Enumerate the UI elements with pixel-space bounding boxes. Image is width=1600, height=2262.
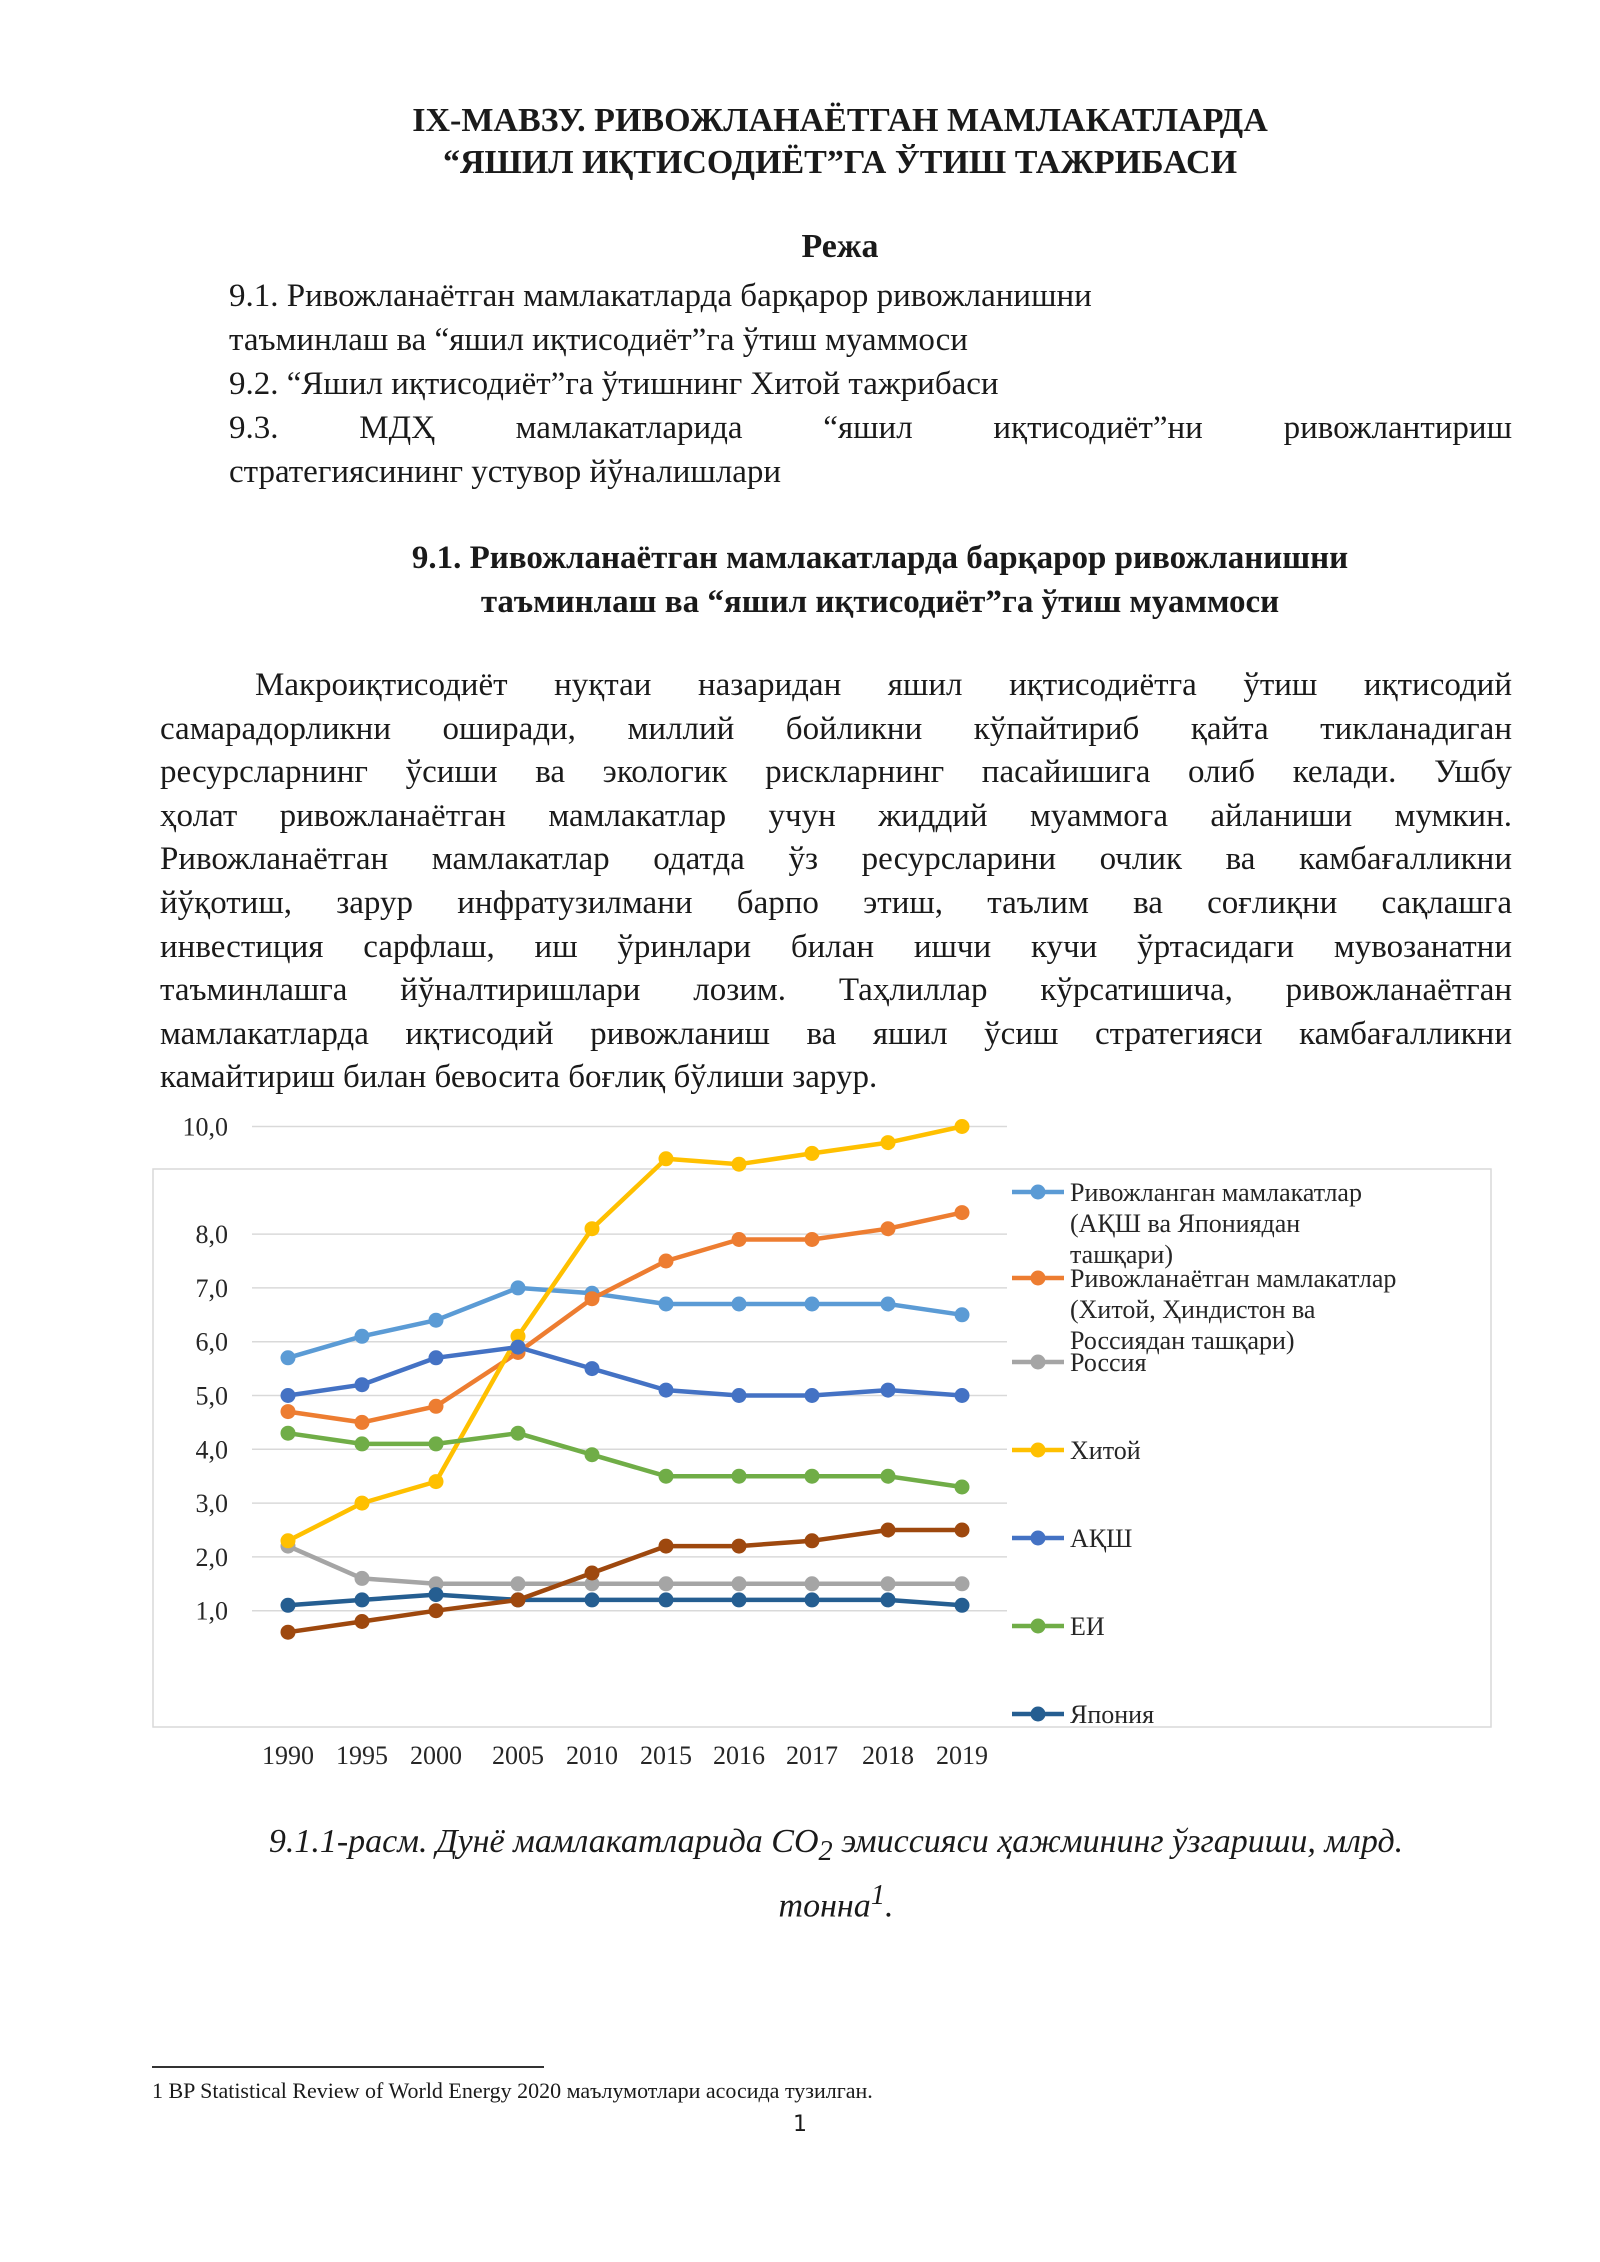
paragraph-line: самарадорликни оширади, миллий бойликни кўпайтириб қайта тикланадиган: [160, 710, 1512, 747]
data-point: [881, 1297, 896, 1312]
caption-text-1: 9.1.1-расм. Дунё мамлакатларида CO: [268, 1823, 819, 1860]
section-heading-line-2: таъминлаш ва “яшил иқтисодиёт”га ўтиш муаммоси: [480, 584, 1280, 620]
paragraph-line: инвестиция сарфлаш, иш ўринлари билан ишчи кучи ўртасидаги мувозанатни: [160, 928, 1512, 965]
data-point: [429, 1350, 444, 1365]
y-tick-label: 2,0: [195, 1542, 228, 1572]
data-point: [881, 1383, 896, 1398]
footnote: 1 BP Statistical Review of World Energy 2020 маълумотлари асосида тузилган.: [152, 2078, 873, 2103]
data-point: [732, 1157, 747, 1172]
data-point: [511, 1576, 526, 1591]
x-tick-label: 2000: [410, 1741, 462, 1770]
data-point: [281, 1350, 296, 1365]
legend-marker: [1031, 1443, 1046, 1458]
data-point: [805, 1232, 820, 1247]
data-point: [805, 1388, 820, 1403]
data-point: [732, 1469, 747, 1484]
data-point: [355, 1571, 370, 1586]
x-tick-label: 1995: [336, 1741, 388, 1770]
data-point: [281, 1426, 296, 1441]
legend-label: ЕИ: [1070, 1612, 1105, 1641]
caption-line-2: [160, 1874, 1512, 1928]
legend-label: Россия: [1070, 1348, 1147, 1377]
data-point: [805, 1592, 820, 1607]
data-point: [955, 1307, 970, 1322]
legend-marker: [1031, 1707, 1046, 1722]
data-point: [585, 1361, 600, 1376]
plan-item-3-line-1: 9.3. МДҲ мамлакатларида “яшил иқтисодиёт”ни ривожлантириш: [229, 410, 1512, 446]
paragraph-line: таъминлашга йўналтиришлари лозим. Таҳлиллар кўрсатишича, ривожланаётган: [160, 972, 1512, 1009]
co2-emissions-chart: [152, 1112, 1512, 1788]
caption-subscript: 2: [818, 1835, 833, 1867]
plan-list: [229, 274, 1512, 494]
y-tick-label: 1,0: [195, 1596, 228, 1626]
data-point: [281, 1598, 296, 1613]
caption-end: .: [884, 1887, 894, 1925]
y-tick-label: 7,0: [195, 1273, 228, 1303]
data-point: [355, 1614, 370, 1629]
caption-text-3: тонна: [778, 1887, 871, 1925]
data-point: [355, 1377, 370, 1392]
data-point: [881, 1576, 896, 1591]
data-point: [659, 1383, 674, 1398]
y-tick-label: 10,0: [182, 1112, 228, 1142]
data-point: [659, 1592, 674, 1607]
data-point: [429, 1587, 444, 1602]
page-number: 1: [793, 2112, 807, 2137]
data-point: [805, 1533, 820, 1548]
data-point: [355, 1496, 370, 1511]
caption-footnote-ref: 1: [870, 1879, 885, 1911]
data-point: [585, 1566, 600, 1581]
legend-marker: [1031, 1271, 1046, 1286]
data-point: [659, 1576, 674, 1591]
legend-label: АҚШ: [1070, 1524, 1133, 1553]
data-point: [881, 1221, 896, 1236]
y-tick-label: 4,0: [195, 1435, 228, 1465]
data-point: [955, 1598, 970, 1613]
data-point: [881, 1469, 896, 1484]
data-point: [955, 1523, 970, 1538]
data-point: [429, 1436, 444, 1451]
topic-title: [160, 100, 1520, 184]
x-tick-label: 2017: [786, 1741, 838, 1770]
chart-frame: [153, 1169, 1491, 1727]
data-point: [281, 1625, 296, 1640]
legend-label: Ривожланган мамлакатлар: [1070, 1178, 1362, 1207]
legend-marker: [1031, 1185, 1046, 1200]
plan-item-1-line-1: 9.1. Ривожланаётган мамлакатларда барқарор ривожланишни: [229, 278, 1092, 314]
data-point: [805, 1576, 820, 1591]
x-tick-label: 2019: [936, 1741, 988, 1770]
paragraph-line: камайтириш билан бевосита боғлиқ бўлиши зарур.: [160, 1059, 878, 1096]
data-point: [429, 1474, 444, 1489]
data-point: [732, 1539, 747, 1554]
data-point: [659, 1254, 674, 1269]
data-point: [732, 1297, 747, 1312]
legend-label: (АҚШ ва Япониядан: [1070, 1209, 1301, 1238]
data-point: [585, 1447, 600, 1462]
paragraph-line: ҳолат ривожланаётган мамлакатлар учун жиддий муаммога айланиши мумкин.: [160, 797, 1512, 834]
paragraph-line: ресурсларнинг ўсиши ва экологик рискларнинг пасайишига олиб келади. Ушбу: [160, 754, 1512, 791]
data-point: [732, 1232, 747, 1247]
legend-label: ташқари): [1070, 1240, 1173, 1269]
data-point: [585, 1592, 600, 1607]
data-point: [955, 1480, 970, 1495]
x-tick-label: 2010: [566, 1741, 618, 1770]
body-paragraph: [160, 664, 1512, 1100]
data-point: [732, 1592, 747, 1607]
topic-title-line-1: IX-МАВЗУ. РИВОЖЛАНАЁТГАН МАМЛАКАТЛАРДА: [412, 102, 1268, 139]
data-point: [955, 1576, 970, 1591]
data-point: [732, 1388, 747, 1403]
x-tick-label: 2016: [713, 1741, 765, 1770]
data-point: [585, 1221, 600, 1236]
data-point: [732, 1576, 747, 1591]
data-point: [805, 1469, 820, 1484]
legend-marker: [1031, 1619, 1046, 1634]
data-point: [281, 1388, 296, 1403]
plan-item-1-line-2: таъминлаш ва “яшил иқтисодиёт”га ўтиш муаммоси: [229, 322, 968, 358]
caption-line-1: [160, 1820, 1512, 1874]
x-tick-label: 2015: [640, 1741, 692, 1770]
figure-caption: [160, 1820, 1512, 1928]
y-tick-label: 5,0: [195, 1381, 228, 1411]
data-point: [429, 1313, 444, 1328]
data-point: [511, 1426, 526, 1441]
legend-marker: [1031, 1355, 1046, 1370]
data-point: [805, 1297, 820, 1312]
legend-label: Ривожланаётган мамлакатлар: [1070, 1264, 1397, 1293]
data-point: [881, 1523, 896, 1538]
paragraph-line: мамлакатларда иқтисодий ривожланиш ва яшил ўсиш стратегияси камбағалликни: [160, 1015, 1512, 1052]
plan-item-3-line-2: стратегиясининг устувор йўналишлари: [229, 454, 782, 490]
data-point: [355, 1415, 370, 1430]
legend-label: Япония: [1070, 1700, 1155, 1729]
data-point: [355, 1329, 370, 1344]
data-point: [955, 1388, 970, 1403]
data-point: [511, 1280, 526, 1295]
y-tick-label: 3,0: [195, 1489, 228, 1519]
topic-title-line-2: “ЯШИЛ ИҚТИСОДИЁТ”ГА ЎТИШ ТАЖРИБАСИ: [442, 144, 1238, 181]
data-point: [429, 1603, 444, 1618]
data-point: [281, 1404, 296, 1419]
y-tick-label: 6,0: [195, 1327, 228, 1357]
data-point: [429, 1399, 444, 1414]
paragraph-line: Ривожланаётган мамлакатлар одатда ўз ресурсларини очлик ва камбағалликни: [160, 841, 1512, 878]
data-point: [585, 1291, 600, 1306]
x-tick-label: 2018: [862, 1741, 914, 1770]
paragraph-line: йўқотиш, зарур инфратузилмани барпо этиш, таълим ва соғлиқни сақлашга: [160, 884, 1512, 921]
chart-svg: [152, 1112, 1512, 1788]
plan-item-2: 9.2. “Яшил иқтисодиёт”га ўтишнинг Хитой тажрибаси: [229, 366, 999, 402]
legend-label: Россиядан ташқари): [1070, 1326, 1295, 1355]
plan-heading: Режа: [801, 228, 879, 265]
section-heading-line-1: 9.1. Ривожланаётган мамлакатларда барқарор ривожланишни: [411, 540, 1349, 576]
caption-text-2: эмиссияси ҳажмининг ўзгариши, млрд.: [832, 1823, 1404, 1860]
legend-label: Хитой: [1070, 1436, 1141, 1465]
data-point: [805, 1146, 820, 1161]
x-tick-label: 2005: [492, 1741, 544, 1770]
data-point: [659, 1297, 674, 1312]
data-point: [659, 1151, 674, 1166]
legend-label: (Хитой, Ҳиндистон ва: [1070, 1295, 1316, 1324]
data-point: [659, 1539, 674, 1554]
data-point: [281, 1533, 296, 1548]
x-tick-label: 1990: [262, 1741, 314, 1770]
data-point: [355, 1436, 370, 1451]
data-point: [659, 1469, 674, 1484]
y-tick-label: 8,0: [195, 1220, 228, 1250]
data-point: [881, 1592, 896, 1607]
data-point: [955, 1205, 970, 1220]
data-point: [955, 1119, 970, 1134]
data-point: [881, 1135, 896, 1150]
legend-marker: [1031, 1531, 1046, 1546]
data-point: [511, 1340, 526, 1355]
data-point: [355, 1592, 370, 1607]
section-heading: [160, 536, 1600, 624]
paragraph-line: Макроиқтисодиёт нуқтаи назаридан яшил иқтисодиётга ўтиш иқтисодий: [255, 667, 1512, 703]
footnote-separator: [152, 2066, 544, 2068]
data-point: [511, 1592, 526, 1607]
